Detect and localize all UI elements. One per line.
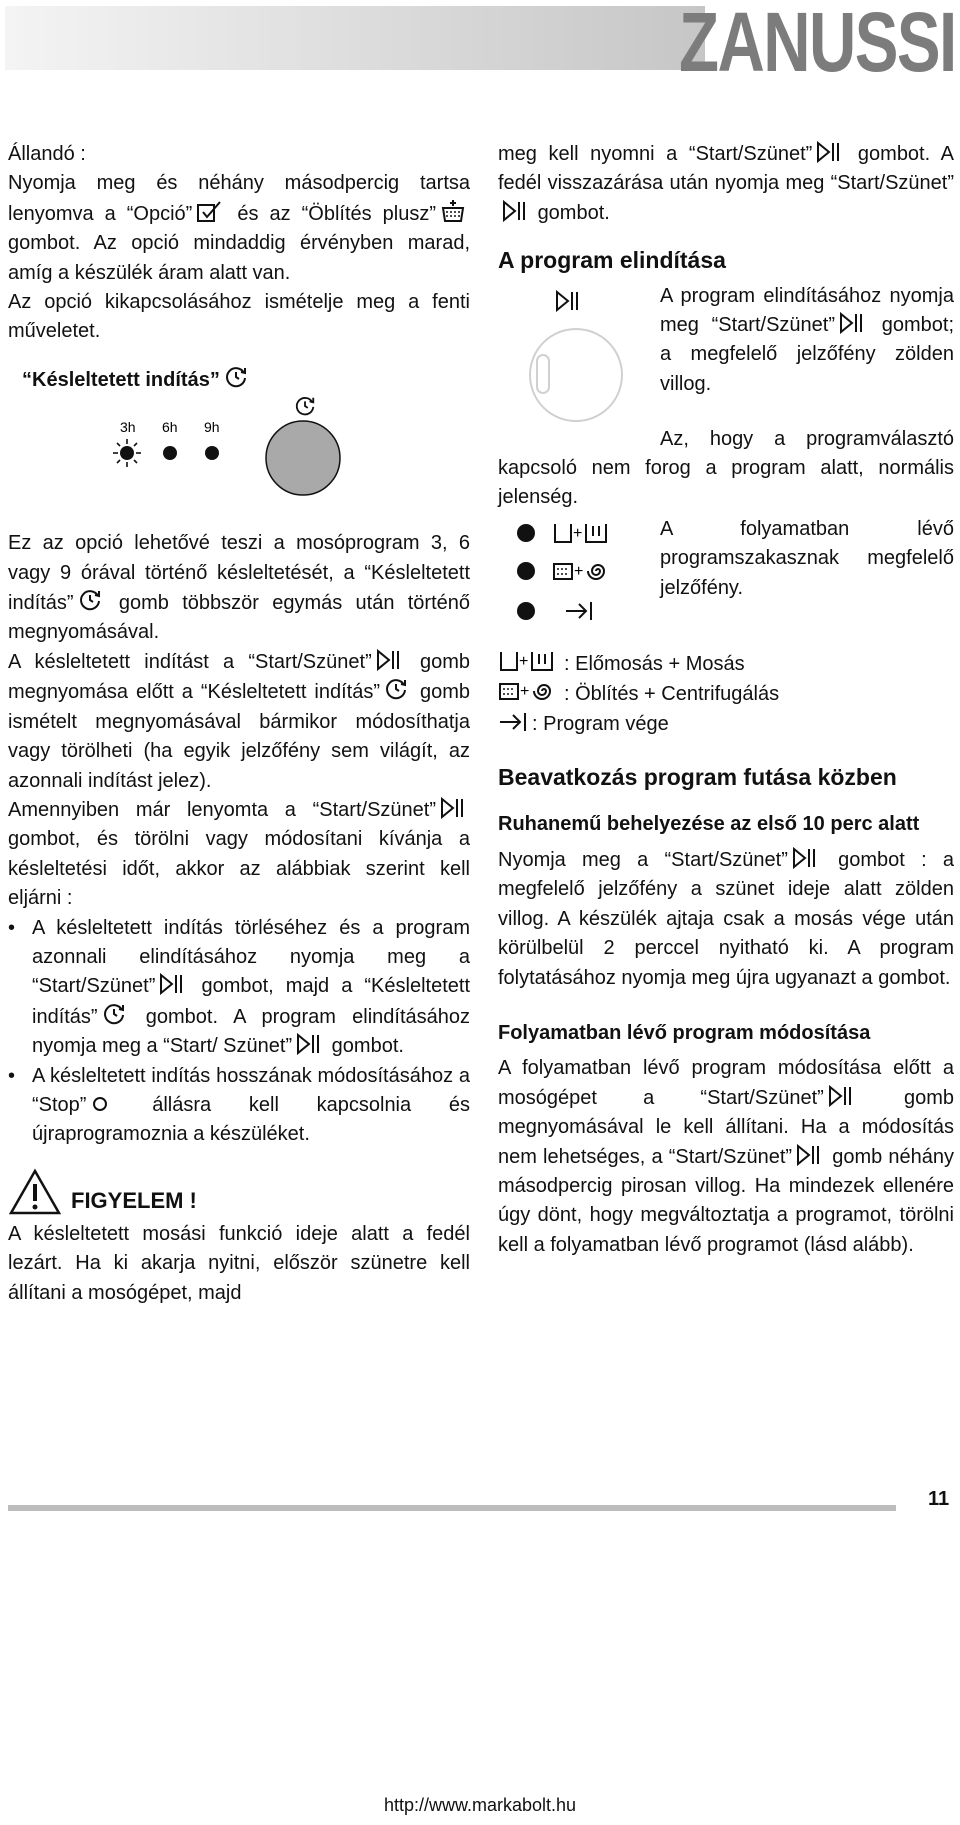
delay-button-knob — [266, 421, 340, 495]
start-pause-icon — [796, 1144, 822, 1166]
start-pause-icon — [296, 1033, 322, 1055]
delay-led-9h — [205, 446, 219, 460]
paragraph-option: Nyomja meg és néhány másodpercig tartsa lenyomva a “Opció” és az “Öblítés plusz” gombot. Az opció mindaddig érvényben marad, amíg a készülék áram alatt van. — [8, 172, 470, 284]
right-column — [498, 140, 954, 1260]
start-pause-icon — [557, 292, 577, 310]
paragraph-add-laundry: Nyomja meg a “Start/Szünet” gombot : a megfelelő jelzőfény a szünet ideje alatt zölden villog. A készülék ajtaja csak a mosás vége után körülbelül 2 perccel nyitható ki. A program folytatásához nyomja meg újra ugyanazt a gombot. — [498, 848, 954, 989]
paragraph-modify-program: A folyamatban lévő program módosítása előtt a mosógépet a “Start/Szünet” gomb megnyomásával le kell állítani. Ha a módosítás nem lehetséges, a “Start/Szünet” gomb néhány másodpercig pirosan villog. Ha mindezek ellenére úgy dönt, hogy megváltoztatja a programot, törölni kell a folyamatban lévő programot (lásd alább). — [498, 1057, 955, 1256]
warning-title: FIGYELEM ! — [71, 1187, 197, 1213]
start-pause-icon — [792, 847, 818, 869]
phase-led-end — [517, 602, 535, 620]
prewash-wash-icon — [555, 524, 606, 542]
delay-panel-illustration — [8, 395, 470, 515]
start-pause-icon — [440, 797, 466, 819]
heading-program-start: A program elindítása — [498, 247, 726, 274]
start-pause-icon — [828, 1085, 854, 1107]
delay-led-3h-lit — [113, 439, 141, 467]
delay-clock-icon — [102, 1002, 126, 1026]
page-number: 11 — [928, 1488, 950, 1510]
paragraph-delay-modify: A késleltetett indítást a “Start/Szünet” gomb megnyomása előtt a “Késleltetett indítás” gomb ismételt megnyomásával bármikor módosíthatja vagy törölheti (ha egyik jelzőfény sem világít, az azonnali indítást jelez). — [8, 650, 471, 792]
delay-clock-icon — [224, 365, 248, 389]
start-block — [498, 282, 954, 427]
delay-led-6h — [163, 446, 177, 460]
paragraph-delay-desc: Ez az opció lehetővé teszi a mosóprogram 3, 6 vagy 9 órával történő késleltetését, a “Késleltetett indítás” gomb többször egymás után történő megnyomásával. — [8, 532, 471, 644]
rinse-spin-icon — [554, 563, 604, 580]
start-button-circle — [530, 329, 622, 421]
warning-triangle-icon — [8, 1168, 62, 1216]
brand-logo: ZANUSSI — [679, 0, 956, 89]
legend-prewash: : Előmosás + Mosás — [498, 649, 954, 679]
heading-intervention: Beavatkozás program futása közben — [498, 764, 897, 791]
paragraph-delay-already: Amennyiben már lenyomta a “Start/Szünet” gombot, és törölni vagy módosítani kívánja a késleltetési időt, akkor az alábbiak szerint kell eljárni : — [8, 798, 470, 910]
left-column — [8, 140, 470, 1308]
delay-label-3h: 3h — [120, 419, 136, 436]
start-pause-icon — [816, 141, 842, 163]
footer-url: http://www.markabolt.hu — [383, 1795, 577, 1815]
start-pause-icon — [839, 312, 865, 334]
program-end-icon — [566, 602, 591, 620]
delay-label-9h: 9h — [204, 419, 220, 436]
start-pause-icon — [159, 973, 185, 995]
footer-divider — [8, 1505, 896, 1511]
rinse-plus-icon — [440, 199, 466, 223]
warning-text: A késleltetett mosási funkció ideje alatt a fedél lezárt. Ha ki akarja nyitni, először szünetre kell állítani a mosógépet, majd — [8, 1222, 470, 1304]
delay-knob-clock-icon — [297, 398, 313, 415]
phase-indicator-illustration — [516, 519, 666, 631]
page-header — [0, 0, 960, 90]
delay-label-6h: 6h — [162, 419, 178, 436]
start-pause-icon — [376, 649, 402, 671]
header-bar — [5, 6, 705, 70]
warning-block — [8, 1168, 470, 1220]
legend-list — [498, 649, 954, 739]
bullet-cancel-delay: • A késleltetett indítás törléséhez és a program azonnali elindításához nyomja meg a “Start/Szünet” gombot, majd a “Késleltetett indítás” gombot. A program elindításához nyomja meg a “Start/ Szünet” gombot. — [8, 914, 470, 1062]
delay-clock-icon — [384, 677, 408, 701]
phase-indicator-block — [498, 515, 954, 635]
prewash-wash-icon — [498, 649, 560, 673]
phase-led-prewash — [517, 524, 535, 542]
option-check-icon — [196, 201, 222, 223]
legend-end: : Program vége — [498, 710, 954, 739]
start-button-illustration — [498, 290, 628, 430]
paragraph-phase-desc: A folyamatban lévő programszakasznak megfelelő jelzőfény. — [660, 517, 954, 599]
heading-modify-program: Folyamatban lévő program módosítása — [498, 1021, 871, 1044]
heading-add-laundry: Ruhanemű behelyezése az első 10 perc alatt — [498, 813, 920, 836]
text-allando: Állandó : — [8, 143, 86, 165]
start-pause-icon — [502, 200, 528, 222]
program-end-icon — [498, 711, 528, 733]
heading-delayed-start: “Késleltetett indítás” — [22, 365, 470, 395]
bullet-change-delay: • A késleltetett indítás hosszának módosításához a “Stop” állásra kell kapcsolnia és újraprogramoznia a készüléket. — [8, 1062, 470, 1150]
phase-led-rinse — [517, 562, 535, 580]
delay-clock-icon — [78, 588, 102, 612]
paragraph-lid: meg kell nyomni a “Start/Szünet” gombot. A fedél visszazárása után nyomja meg “Start/Szünet” gombot. — [498, 143, 955, 224]
paragraph-start-instructions: A program elindításához nyomja meg “Start/Szünet” gombot; a megfelelő jelzőfény zölden villog. — [660, 284, 955, 395]
paragraph-option-off: Az opció kikapcsolásához ismételje meg a fenti műveletet. — [8, 291, 470, 343]
legend-rinse-spin: : Öblítés + Centrifugálás — [498, 679, 954, 709]
stop-position-icon — [90, 1094, 110, 1114]
rinse-spin-icon — [498, 679, 560, 703]
paragraph-selector-note: Az, hogy a programválasztó kapcsoló nem forog a program alatt, normális jelenség. — [498, 427, 954, 509]
delay-panel-svg — [8, 395, 470, 515]
